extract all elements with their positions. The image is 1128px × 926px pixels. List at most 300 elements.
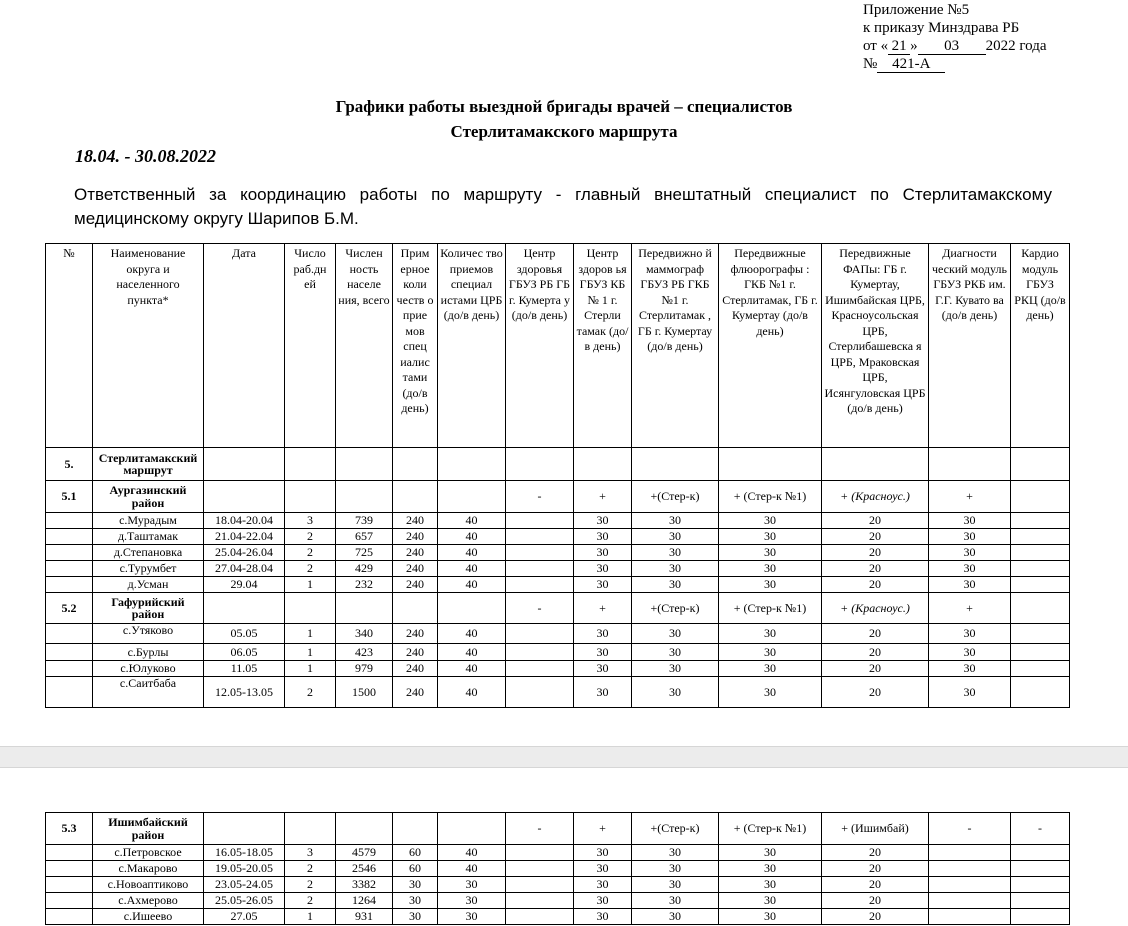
table-cell: 30 [393,893,438,909]
settlement-name: с.Петровское [93,845,204,861]
service-availability: + [929,481,1011,513]
table-cell: 1264 [336,893,393,909]
table-cell: 40 [438,845,506,861]
column-header: Передвижно й маммограф ГБУЗ РБ ГКБ №1 г. Стерлитамак , ГБ г. Кумертау (до/в день) [632,244,719,448]
table-cell: 30 [719,545,822,561]
settlement-name: д.Степановка [93,545,204,561]
empty-cell [632,448,719,481]
table-cell: 25.05-26.05 [204,893,285,909]
empty-cell [336,481,393,513]
table-cell [506,661,574,677]
table-cell: 40 [438,513,506,529]
table-row [46,861,1070,877]
table-cell: 30 [438,909,506,925]
table-cell: 30 [574,545,632,561]
district-number: 5.1 [46,481,93,513]
table-cell [1011,861,1070,877]
table-row [46,545,1070,561]
table-cell: 30 [574,561,632,577]
table-cell: 30 [632,513,719,529]
table-cell: 3 [285,845,336,861]
table-cell: 25.04-26.04 [204,545,285,561]
table-cell: 40 [438,545,506,561]
table-cell: 30 [438,877,506,893]
table-cell [506,845,574,861]
table-cell: 30 [632,644,719,661]
table-cell: 30 [719,893,822,909]
table-cell: 40 [438,861,506,877]
table-row [46,909,1070,925]
settlement-name: с.Мурадым [93,513,204,529]
schedule-period: 18.04. - 30.08.2022 [75,146,216,166]
table-cell: 40 [438,644,506,661]
table-cell: 30 [574,577,632,593]
table-cell: 30 [632,545,719,561]
table-cell: 30 [574,624,632,644]
table-cell: 30 [929,677,1011,708]
table-row [46,529,1070,545]
table-cell: 240 [393,513,438,529]
table-cell: 3 [285,513,336,529]
table-cell: 40 [438,529,506,545]
table-cell: 30 [929,644,1011,661]
service-availability: - [506,813,574,845]
table-cell: 30 [719,513,822,529]
column-header: Передвижные ФАПы: ГБ г. Кумертау, Ишимбайская ЦРБ, Красноусольская ЦРБ, Стерлибашевска я ЦРБ, Мраковская ЦРБ, Исянгуловская ЦРБ (до/в день) [822,244,929,448]
table-cell: 3382 [336,877,393,893]
table-cell: 30 [929,577,1011,593]
row-number [46,513,93,529]
table-cell: 340 [336,624,393,644]
table-cell [506,877,574,893]
table-row [46,513,1070,529]
table-cell: 30 [632,529,719,545]
table-cell: 30 [632,877,719,893]
schedule-table [45,243,1070,708]
column-header: Диагности ческий модуль ГБУЗ РКБ им. Г.Г. Кувато ва (до/в день) [929,244,1011,448]
table-cell: 1 [285,909,336,925]
table-cell: 30 [929,624,1011,644]
appendix-line2: к приказу Минздрава РБ [863,20,1020,36]
service-availability: + [574,593,632,624]
column-header: Прим ерное коли честв о прие мов спец иалис тами (до/в день) [393,244,438,448]
settlement-name: с.Новоаптиково [93,877,204,893]
table-cell: 240 [393,677,438,708]
table-cell [506,893,574,909]
table-cell [506,909,574,925]
table-cell [1011,845,1070,861]
empty-cell [285,481,336,513]
district-row [46,481,1070,513]
appendix-month: 03 [918,39,986,55]
table-cell: 40 [438,577,506,593]
table-cell: 21.04-22.04 [204,529,285,545]
table-cell: 240 [393,561,438,577]
table-cell: 30 [632,561,719,577]
empty-cell [336,593,393,624]
document-title-line2: Стерлитамакского маршрута [450,122,678,141]
table-cell: 20 [822,513,929,529]
service-availability: - [929,813,1011,845]
table-cell: 30 [574,893,632,909]
table-cell: 30 [719,845,822,861]
table-cell: 30 [929,561,1011,577]
responsible-person: Ответственный за координацию работы по маршруту - главный внештатный специалист по Стерлитамакскому медицинскому округу Шарипов Б.М. [74,185,1052,228]
table-cell: 20 [822,624,929,644]
table-cell: 40 [438,561,506,577]
table-cell [929,845,1011,861]
table-cell: 30 [632,677,719,708]
settlement-name: с.Саитбаба [93,677,204,708]
table-cell: 725 [336,545,393,561]
table-row [46,845,1070,861]
row-number [46,893,93,909]
table-cell [929,861,1011,877]
column-header: Дата [204,244,285,448]
table-cell [1011,909,1070,925]
row-number [46,624,93,644]
settlement-name: с.Бурлы [93,644,204,661]
column-header: Количес тво приемов специал истами ЦРБ (до/в день) [438,244,506,448]
settlement-name: с.Макарово [93,861,204,877]
table-cell: 30 [719,661,822,677]
table-cell [506,677,574,708]
column-header: Передвижные флюорографы : ГКБ №1 г. Стерлитамак, ГБ г. Кумертау (до/в день) [719,244,822,448]
table-cell: 20 [822,677,929,708]
empty-cell [336,448,393,481]
table-cell: 429 [336,561,393,577]
empty-cell [204,813,285,845]
table-cell [506,624,574,644]
table-cell: 2 [285,877,336,893]
row-number [46,909,93,925]
appendix-day: 21 [888,39,910,55]
table-cell: 30 [574,845,632,861]
table-cell: 20 [822,845,929,861]
appendix-line1: Приложение №5 [863,2,970,18]
empty-cell [204,481,285,513]
appendix-date-line: от « 21 » 03 2022 года [863,38,1047,54]
column-header: Кардио модуль ГБУЗ РКЦ (до/в день) [1011,244,1070,448]
table-cell: 40 [438,624,506,644]
table-cell [1011,545,1070,561]
row-number [46,561,93,577]
document-page-2 [0,768,1128,926]
table-cell [929,877,1011,893]
table-cell: 29.04 [204,577,285,593]
column-header: Числен ность населе ния, всего [336,244,393,448]
settlement-name: с.Утяково [93,624,204,644]
table-cell: 20 [822,877,929,893]
row-number [46,877,93,893]
empty-cell [285,593,336,624]
table-cell: 30 [632,661,719,677]
table-cell: 30 [929,529,1011,545]
table-cell [1011,561,1070,577]
table-cell: 30 [719,644,822,661]
table-cell: 1 [285,661,336,677]
row-number [46,861,93,877]
row-number [46,677,93,708]
table-cell: 240 [393,545,438,561]
column-header: Центр здоров ья ГБУЗ КБ № 1 г. Стерли тамак (до/в день) [574,244,632,448]
settlement-name: с.Ахмерово [93,893,204,909]
table-cell [1011,529,1070,545]
appendix-block [863,1,1047,73]
service-availability: + [574,481,632,513]
table-cell: 30 [393,877,438,893]
schedule-table-continued [45,812,1070,925]
empty-cell [574,448,632,481]
page-separator [0,746,1128,768]
table-cell: 1 [285,624,336,644]
row-number [46,661,93,677]
table-cell: 60 [393,861,438,877]
service-availability: + [929,593,1011,624]
table-cell: 1500 [336,677,393,708]
table-cell: 27.05 [204,909,285,925]
service-availability: + (Красноус.) [822,481,929,513]
table-cell: 30 [438,893,506,909]
table-cell: 30 [574,877,632,893]
row-number [46,529,93,545]
column-header: № [46,244,93,448]
empty-cell [438,593,506,624]
document-title-line1: Графики работы выездной бригады врачей – специалистов [335,97,793,116]
column-header: Центр здоровья ГБУЗ РБ ГБ г. Кумерта у (до/в день) [506,244,574,448]
table-cell: 05.05 [204,624,285,644]
table-cell: 23.05-24.05 [204,877,285,893]
table-cell: 1 [285,577,336,593]
table-row [46,561,1070,577]
table-row [46,624,1070,644]
table-cell: 40 [438,661,506,677]
district-number: 5.3 [46,813,93,845]
table-cell: 20 [822,861,929,877]
table-cell [1011,661,1070,677]
table-cell: 30 [929,513,1011,529]
table-cell: 30 [632,861,719,877]
empty-cell [204,448,285,481]
table-row [46,644,1070,661]
row-number [46,545,93,561]
table-cell: 30 [632,624,719,644]
table-cell: 20 [822,545,929,561]
table-cell [506,529,574,545]
row-number [46,644,93,661]
table-cell: 30 [393,909,438,925]
empty-cell [822,448,929,481]
table-cell: 931 [336,909,393,925]
table-cell: 20 [822,909,929,925]
table-cell [1011,624,1070,644]
table-cell [506,644,574,661]
service-availability: +(Стер-к) [632,813,719,845]
table-cell: 30 [574,861,632,877]
service-availability: + [574,813,632,845]
table-cell [1011,644,1070,661]
table-cell: 739 [336,513,393,529]
table-cell: 20 [822,893,929,909]
table-cell: 20 [822,529,929,545]
table-cell: 30 [719,529,822,545]
table-row [46,893,1070,909]
service-availability [1011,481,1070,513]
table-cell: 240 [393,624,438,644]
table-cell: 12.05-13.05 [204,677,285,708]
table-cell [1011,513,1070,529]
table-cell: 240 [393,577,438,593]
table-cell: 30 [632,845,719,861]
table-row [46,661,1070,677]
table-cell: 2 [285,861,336,877]
table-cell: 240 [393,529,438,545]
table-cell: 30 [719,677,822,708]
settlement-name: с.Турумбет [93,561,204,577]
table-cell: 11.05 [204,661,285,677]
table-cell: 30 [632,909,719,925]
table-cell [1011,877,1070,893]
table-cell: 30 [574,513,632,529]
empty-cell [438,448,506,481]
table-cell: 30 [574,644,632,661]
table-cell [1011,677,1070,708]
district-name: Аургазинский район [93,481,204,513]
column-header: Наименование округа и населенного пункта* [93,244,204,448]
empty-cell [393,448,438,481]
table-cell: 27.04-28.04 [204,561,285,577]
empty-cell [393,481,438,513]
district-row [46,813,1070,845]
table-cell [929,893,1011,909]
empty-cell [929,448,1011,481]
empty-cell [393,593,438,624]
table-cell [1011,893,1070,909]
empty-cell [285,813,336,845]
table-cell: 30 [574,661,632,677]
table-cell: 30 [929,661,1011,677]
table-cell: 2 [285,561,336,577]
empty-cell [285,448,336,481]
table-cell: 30 [574,909,632,925]
table-cell: 30 [632,893,719,909]
table-header-row [46,244,1070,448]
table-cell: 240 [393,661,438,677]
settlement-name: с.Юлуково [93,661,204,677]
table-cell [1011,577,1070,593]
empty-cell [1011,448,1070,481]
route-name: Стерлитамакский маршрут [93,448,204,481]
district-number: 5.2 [46,593,93,624]
table-cell: 60 [393,845,438,861]
table-cell: 2 [285,893,336,909]
service-availability: + (Стер-к №1) [719,481,822,513]
table-cell: 18.04-20.04 [204,513,285,529]
route-number: 5. [46,448,93,481]
table-cell: 2 [285,677,336,708]
row-number [46,845,93,861]
route-row [46,448,1070,481]
district-name: Гафурийский район [93,593,204,624]
table-cell: 1 [285,644,336,661]
empty-cell [438,481,506,513]
row-number [46,577,93,593]
table-cell [506,513,574,529]
table-cell: 40 [438,677,506,708]
table-cell [929,909,1011,925]
empty-cell [336,813,393,845]
empty-cell [719,448,822,481]
empty-cell [204,593,285,624]
table-row [46,577,1070,593]
service-availability: + (Стер-к №1) [719,593,822,624]
service-availability: +(Стер-к) [632,593,719,624]
table-cell: 4579 [336,845,393,861]
table-cell: 30 [719,877,822,893]
table-cell: 30 [929,545,1011,561]
table-cell: 30 [719,861,822,877]
table-cell: 2546 [336,861,393,877]
service-availability: + (Красноус.) [822,593,929,624]
table-cell: 423 [336,644,393,661]
service-availability: + (Стер-к №1) [719,813,822,845]
service-availability: - [506,481,574,513]
district-row [46,593,1070,624]
service-availability: - [1011,813,1070,845]
table-cell: 2 [285,545,336,561]
table-cell: 30 [719,561,822,577]
table-cell: 2 [285,529,336,545]
table-cell: 20 [822,644,929,661]
table-cell [506,577,574,593]
table-row [46,677,1070,708]
table-cell: 20 [822,561,929,577]
service-availability: +(Стер-к) [632,481,719,513]
table-cell: 240 [393,644,438,661]
table-cell: 16.05-18.05 [204,845,285,861]
settlement-name: д.Усман [93,577,204,593]
settlement-name: с.Ишеево [93,909,204,925]
empty-cell [393,813,438,845]
table-cell [506,561,574,577]
table-cell: 30 [719,577,822,593]
table-cell: 232 [336,577,393,593]
table-cell: 30 [632,577,719,593]
table-cell: 30 [574,677,632,708]
table-cell: 979 [336,661,393,677]
table-row [46,877,1070,893]
empty-cell [438,813,506,845]
service-availability: + (Ишимбай) [822,813,929,845]
table-cell: 30 [719,624,822,644]
table-cell: 06.05 [204,644,285,661]
appendix-number: 421-А [877,57,945,73]
service-availability [1011,593,1070,624]
appendix-number-line: № 421-А [863,55,1047,73]
table-cell: 30 [574,529,632,545]
table-cell: 19.05-20.05 [204,861,285,877]
service-availability: - [506,593,574,624]
table-cell: 30 [719,909,822,925]
table-cell [506,545,574,561]
table-cell: 657 [336,529,393,545]
district-name: Ишимбайский район [93,813,204,845]
table-cell: 20 [822,661,929,677]
table-cell [506,861,574,877]
settlement-name: д.Таштамак [93,529,204,545]
column-header: Число раб.дн ей [285,244,336,448]
table-cell: 20 [822,577,929,593]
